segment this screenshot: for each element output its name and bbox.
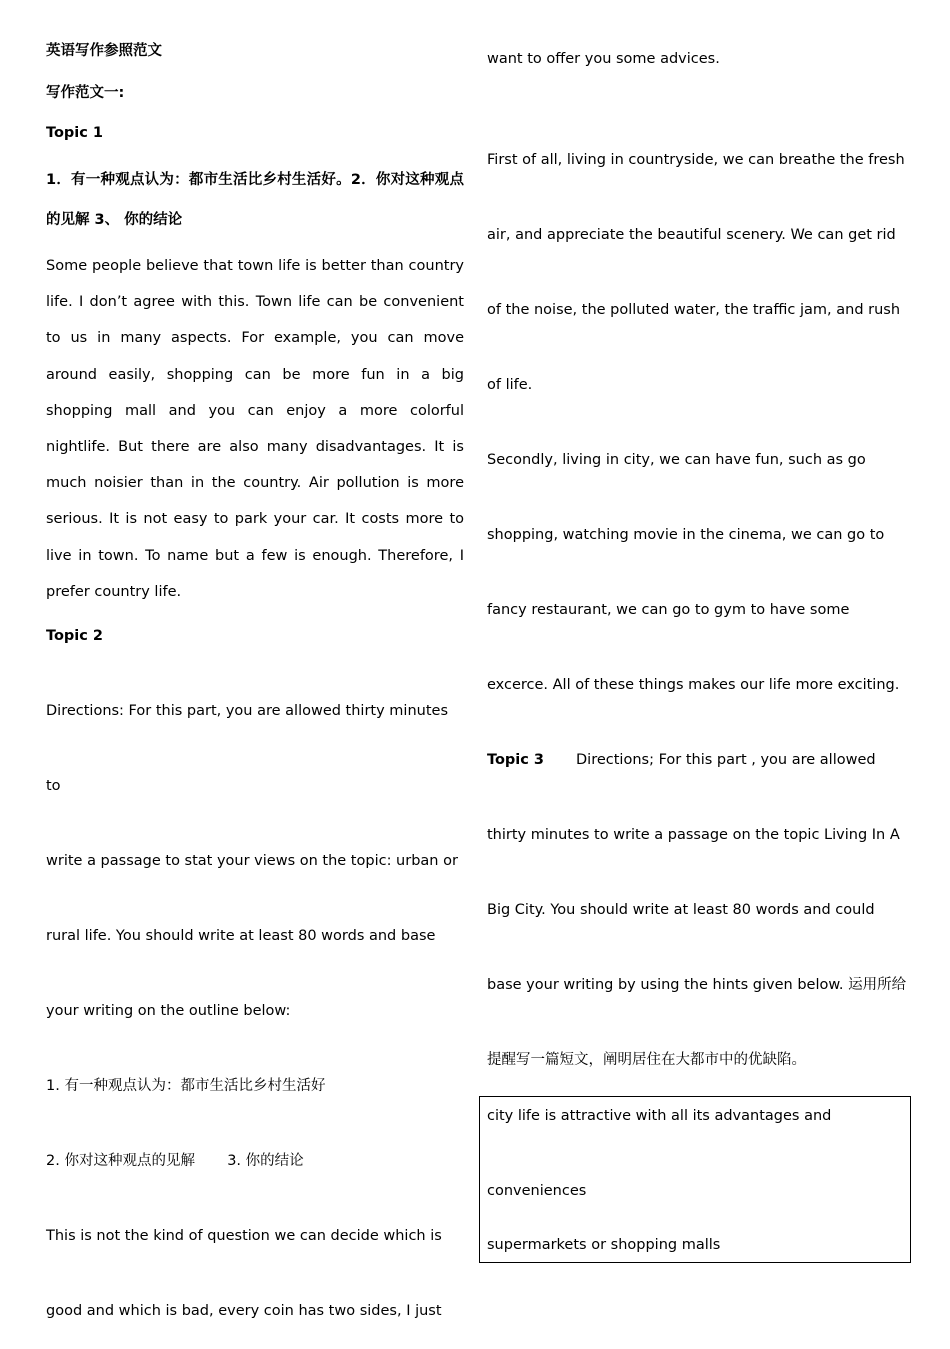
topic3-first-line (487, 723, 912, 798)
topic2-line: rural life. You should write at least 80 words and base (46, 928, 436, 945)
topic2-line: your writing on the outline below: (46, 1003, 291, 1020)
sample-subtitle: 写作范文一: (46, 85, 125, 101)
topic3-hint-box (479, 1096, 911, 1263)
document-title: 英语写作参照范文 (46, 43, 162, 59)
topic2-continued-line: shopping, watching movie in the cinema, we can go to (487, 527, 885, 543)
topic2-continued-line: air, and appreciate the beautiful scenery. We can get rid (487, 227, 896, 243)
hint-line: conveniences (487, 1183, 587, 1199)
topic1-essay: Some people believe that town life is better than country life. I don’t agree with this. Town life can be convenient to us in many aspects. For example, you can move around easily, shopping can be more fun in a big shopping mall and you can enjoy a more colorful nightlife. But there are also many disadvantages. It is much noisier than in the country. Air pollution is more serious. It is not easy to park your car. It costs more to live in town. To name but a few is enough. Therefore, I prefer country life. (46, 258, 464, 600)
topic2-continued-line: excerce. All of these things makes our life more exciting. (487, 677, 900, 693)
topic2-continued-line: Secondly, living in city, we can have fun, such as go (487, 452, 866, 468)
topic2-continued-line: fancy restaurant, we can go to gym to have some (487, 602, 850, 618)
topic2-outline-point: 1. 有一种观点认为：都市生活比乡村生活好 (46, 1078, 326, 1095)
topic2-line: This is not the kind of question we can decide which is (46, 1228, 442, 1245)
topic1-heading: Topic 1 (46, 125, 104, 141)
hint-line: supermarkets or shopping malls (487, 1237, 721, 1253)
topic2-continued-line: want to offer you some advices. (487, 51, 720, 67)
right-column (487, 48, 912, 1098)
topic3-line: Directions; For this part , you are allowed (576, 752, 876, 768)
topic2-heading: Topic 2 (46, 628, 104, 645)
topic2-continued-line: First of all, living in countryside, we can breathe the fresh (487, 152, 905, 168)
topic3-line: Big City. You should write at least 80 words and could (487, 902, 875, 918)
topic2-line: Directions: For this part, you are allowed thirty minutes to (46, 703, 448, 795)
topic2-outline-point: 2. 你对这种观点的见解 3. 你的结论 (46, 1153, 304, 1170)
topic2-line: good and which is bad, every coin has two sides, I just (46, 1303, 442, 1320)
hint-line: city life is attractive with all its advantages and (487, 1108, 832, 1124)
topic2-continued-line: of the noise, the polluted water, the traffic jam, and rush (487, 302, 901, 318)
topic3-heading: Topic 3 (487, 752, 545, 768)
left-column (46, 40, 464, 1349)
topic3-line: base your writing by using the hints given below. 运用所给 (487, 977, 907, 993)
topic2-continued-line: of life. (487, 377, 533, 393)
topic3-line: thirty minutes to write a passage on the topic Living In A (487, 827, 900, 843)
topic2-line: write a passage to stat your views on the topic: urban or (46, 853, 458, 870)
topic3-line: 提醒写一篇短文，阐明居住在大都市中的优缺陷。 (487, 1052, 806, 1068)
topic1-outline: 1．有一种观点认为：都市生活比乡村生活好。2．你对这种观点的见解 3、 你的结论 (46, 172, 464, 228)
